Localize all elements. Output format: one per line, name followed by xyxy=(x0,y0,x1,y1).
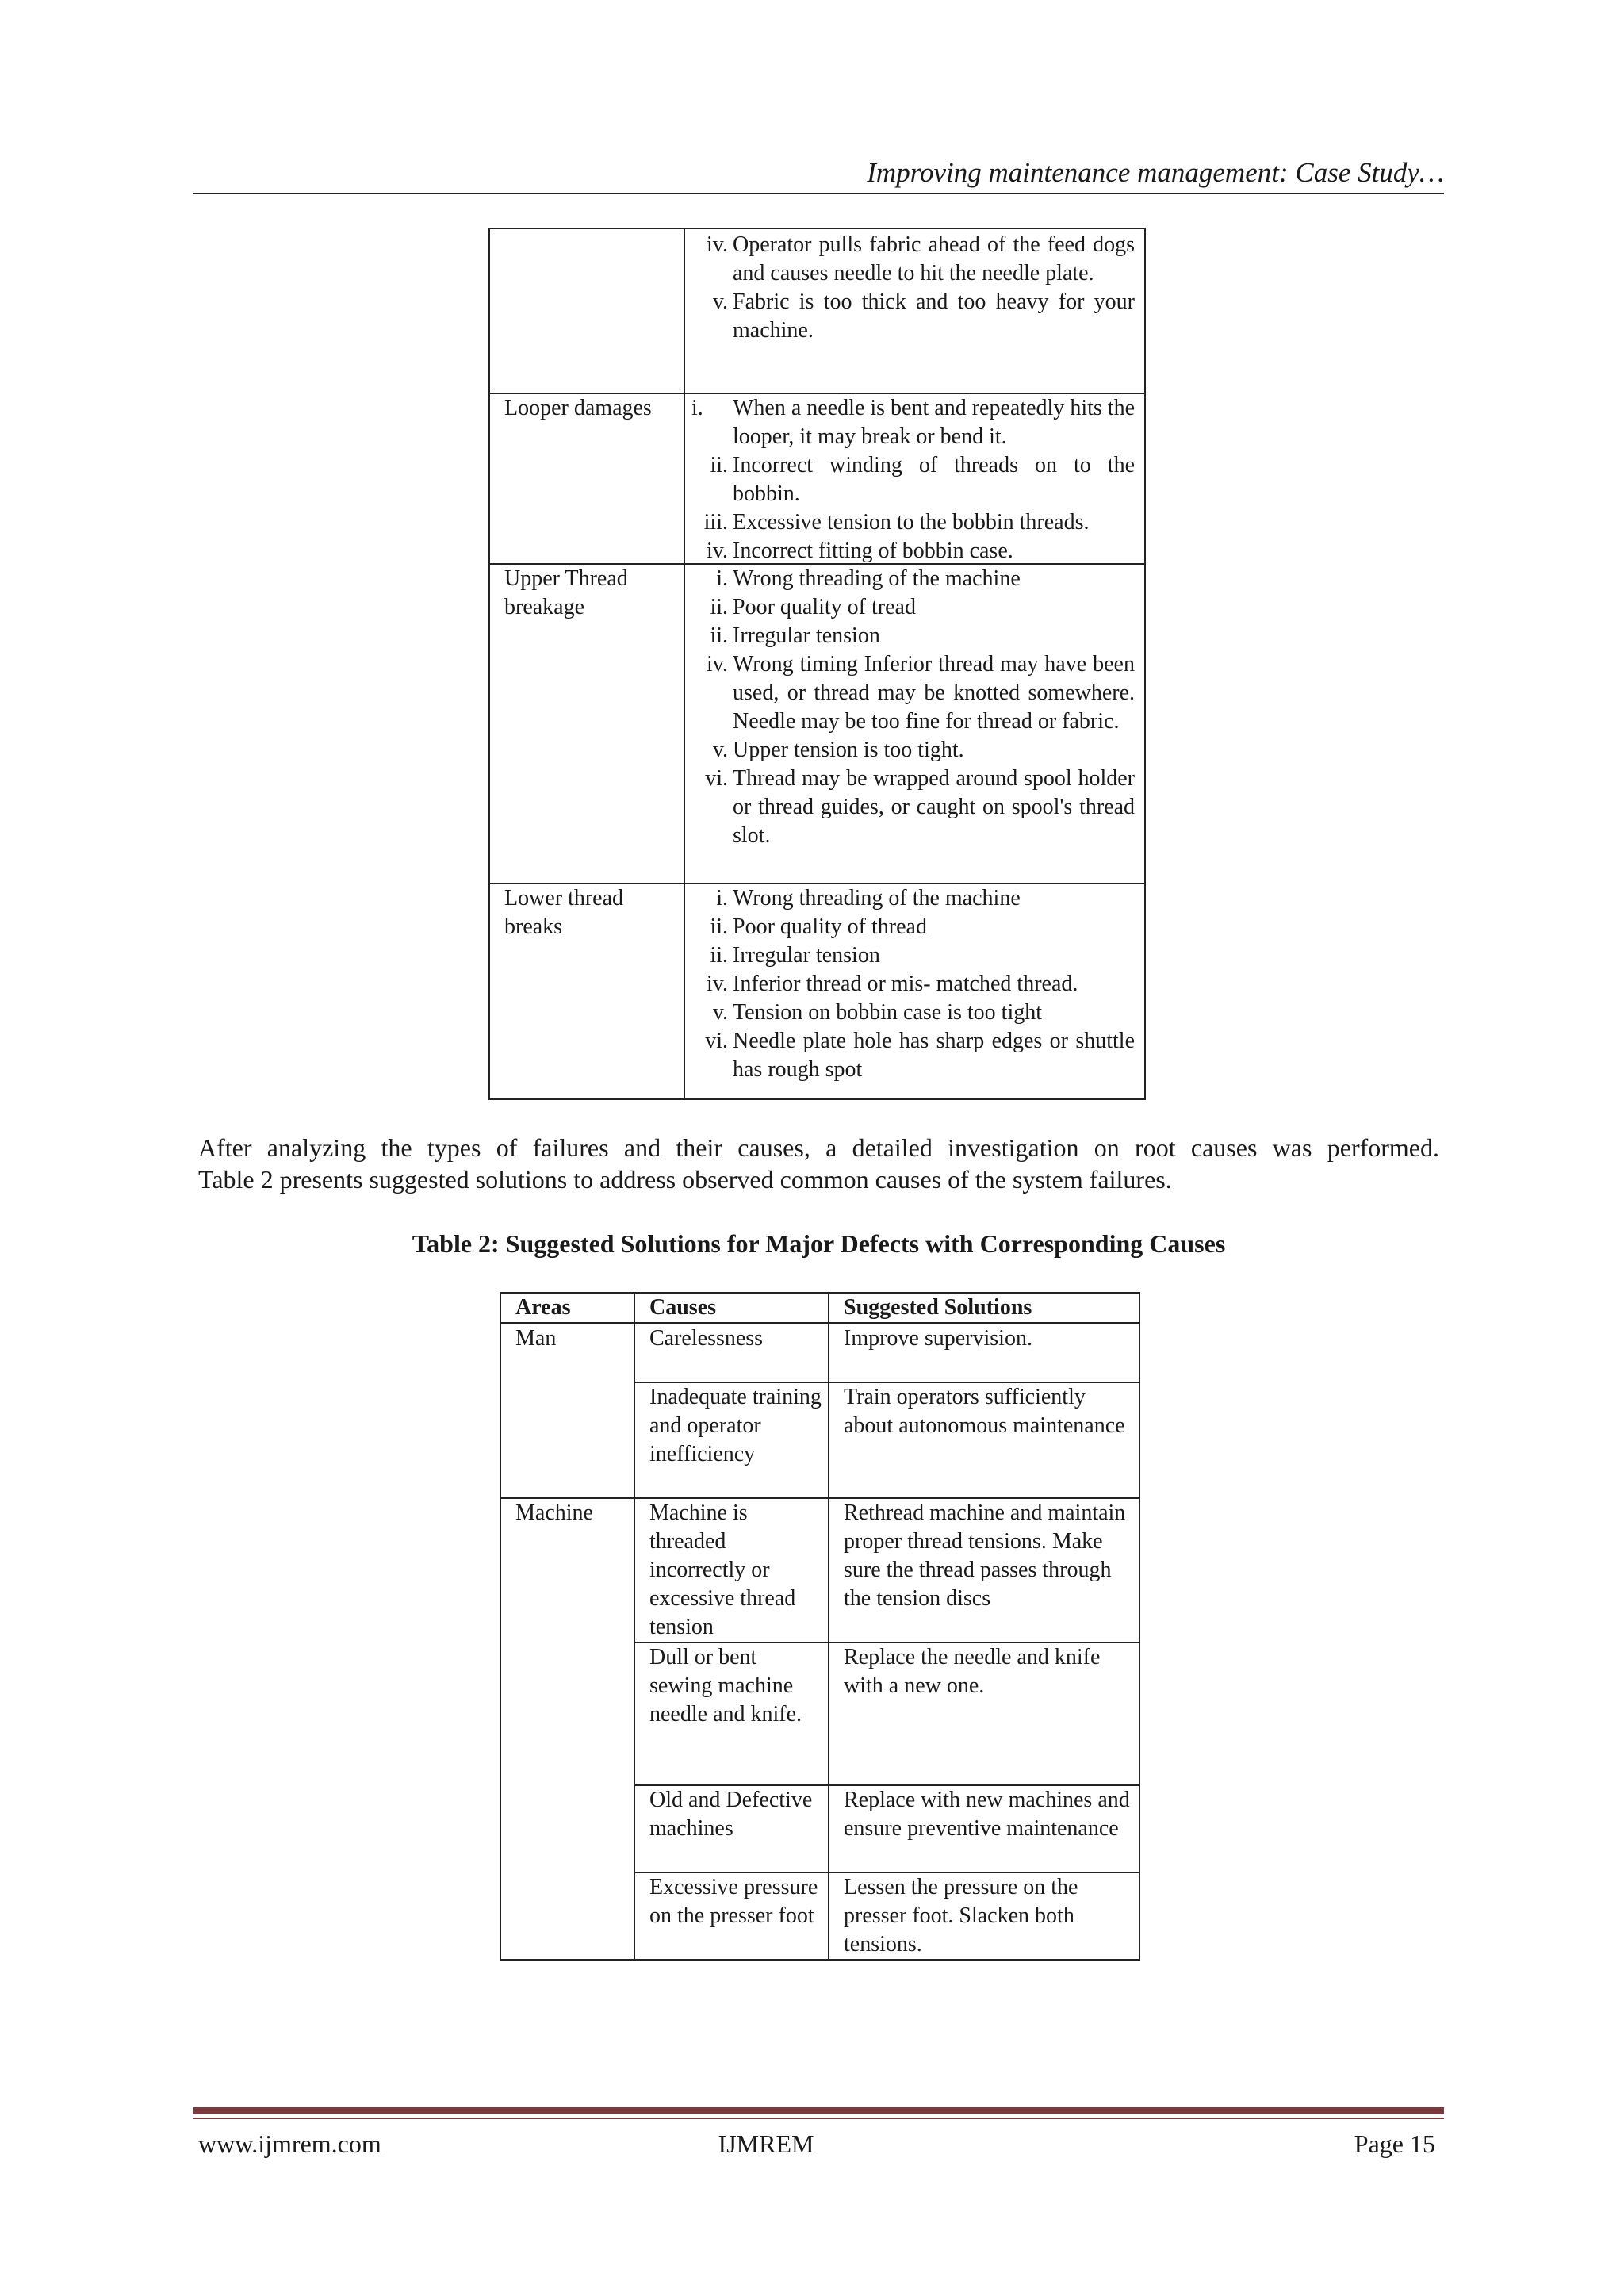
body-paragraph xyxy=(198,1132,1439,1195)
table1-row-label: Upper Thread breakage xyxy=(504,566,628,619)
area-cell xyxy=(500,1642,634,1785)
area-cell xyxy=(500,1382,634,1498)
table2-caption: Table 2: Suggested Solutions for Major Defects with Corresponding Causes xyxy=(412,1229,1226,1258)
table1-row-items xyxy=(688,565,1135,850)
table-row xyxy=(500,1872,1139,1960)
table-row xyxy=(500,1382,1139,1498)
list-item: i. When a needle is bent and repeatedly hits the looper, it may break or bend it. xyxy=(691,396,1135,449)
paragraph-line: After analyzing the types of failures and their causes, a detailed investigation on root causes was performed. xyxy=(198,1133,1439,1162)
list-item: i. Wrong threading of the machine xyxy=(716,886,1021,910)
table1-row-label: Looper damages xyxy=(504,396,652,420)
table1-column-divider xyxy=(684,229,685,1098)
footer-website: www.ijmrem.com xyxy=(198,2129,381,2158)
cause-cell: Excessive pressure on the presser foot xyxy=(634,1872,829,1960)
cause-cell: Carelessness xyxy=(634,1324,829,1382)
area-cell: Machine xyxy=(500,1498,634,1642)
area-cell: Man xyxy=(500,1324,634,1382)
column-header-solutions: Suggested Solutions xyxy=(829,1293,1139,1324)
list-item: v. Tension on bobbin case is too tight xyxy=(712,1000,1043,1025)
cause-cell: Machine is threaded incorrectly or excessive thread tension xyxy=(634,1498,829,1642)
column-header-areas: Areas xyxy=(500,1293,634,1324)
list-item: v. Fabric is too thick and too heavy for your machine. xyxy=(712,289,1135,343)
table1-continuation xyxy=(488,228,1146,1100)
cause-cell: Old and Defective machines xyxy=(634,1785,829,1872)
list-item: iv. Inferior thread or mis- matched thread. xyxy=(707,972,1078,996)
table2-header-row xyxy=(500,1293,1139,1324)
list-item: ii. Poor quality of tread xyxy=(710,595,916,619)
table-row xyxy=(500,1642,1139,1785)
running-header: Improving maintenance management: Case Study… xyxy=(867,157,1444,188)
table-row xyxy=(500,1498,1139,1642)
area-cell xyxy=(500,1785,634,1872)
table-row xyxy=(500,1785,1139,1872)
solution-cell: Train operators sufficiently about autonomous maintenance xyxy=(829,1382,1139,1498)
solution-cell: Rethread machine and maintain proper thread tensions. Make sure the thread passes through the tension discs xyxy=(829,1498,1139,1642)
footer-page-number: Page 15 xyxy=(1354,2129,1435,2158)
list-item: ii. Irregular tension xyxy=(710,623,880,648)
solution-cell: Lessen the pressure on the presser foot. Slacken both tensions. xyxy=(829,1872,1139,1960)
footer-journal: IJMREM xyxy=(718,2129,814,2158)
table1-row-items xyxy=(688,394,1135,565)
footer-rule xyxy=(193,2118,1444,2119)
list-item: v. Upper tension is too tight. xyxy=(712,738,964,762)
cause-cell: Dull or bent sewing machine needle and knife. xyxy=(634,1642,829,1785)
list-item: iii. Excessive tension to the bobbin threads. xyxy=(703,510,1090,535)
table1-row-label: Lower thread breaks xyxy=(504,886,624,939)
list-item: ii. Incorrect winding of threads on to the bobbin. xyxy=(710,453,1135,506)
list-item: iv. Wrong timing Inferior thread may have been used, or thread may be knotted somewhere. Needle may be too fine for thread or fabric. xyxy=(707,652,1135,734)
solution-cell: Replace with new machines and ensure preventive maintenance xyxy=(829,1785,1139,1872)
solution-cell: Replace the needle and knife with a new one. xyxy=(829,1642,1139,1785)
table2 xyxy=(500,1292,1140,1961)
list-item: vi. Thread may be wrapped around spool holder or thread guides, or caught on spool's thread slot. xyxy=(705,766,1135,848)
list-item: ii. Poor quality of thread xyxy=(710,914,927,939)
solution-cell: Improve supervision. xyxy=(829,1324,1139,1382)
paragraph-line: Table 2 presents suggested solutions to address observed common causes of the system failures. xyxy=(198,1165,1172,1194)
table1-top-items xyxy=(688,231,1135,345)
footer-rule xyxy=(193,2107,1444,2114)
list-item: vi. Needle plate hole has sharp edges or shuttle has rough spot xyxy=(705,1029,1135,1082)
table1-row-items xyxy=(688,884,1135,1084)
cause-cell: Inadequate training and operator inefficiency xyxy=(634,1382,829,1498)
list-item: iv. Incorrect fitting of bobbin case. xyxy=(707,539,1013,563)
table-row xyxy=(500,1324,1139,1382)
header-rule xyxy=(193,193,1444,194)
list-item: i. Wrong threading of the machine xyxy=(716,566,1021,591)
list-item: iv. Operator pulls fabric ahead of the feed dogs and causes needle to hit the needle plate. xyxy=(707,232,1135,286)
column-header-causes: Causes xyxy=(634,1293,829,1324)
list-item: ii. Irregular tension xyxy=(710,943,880,968)
area-cell xyxy=(500,1872,634,1960)
